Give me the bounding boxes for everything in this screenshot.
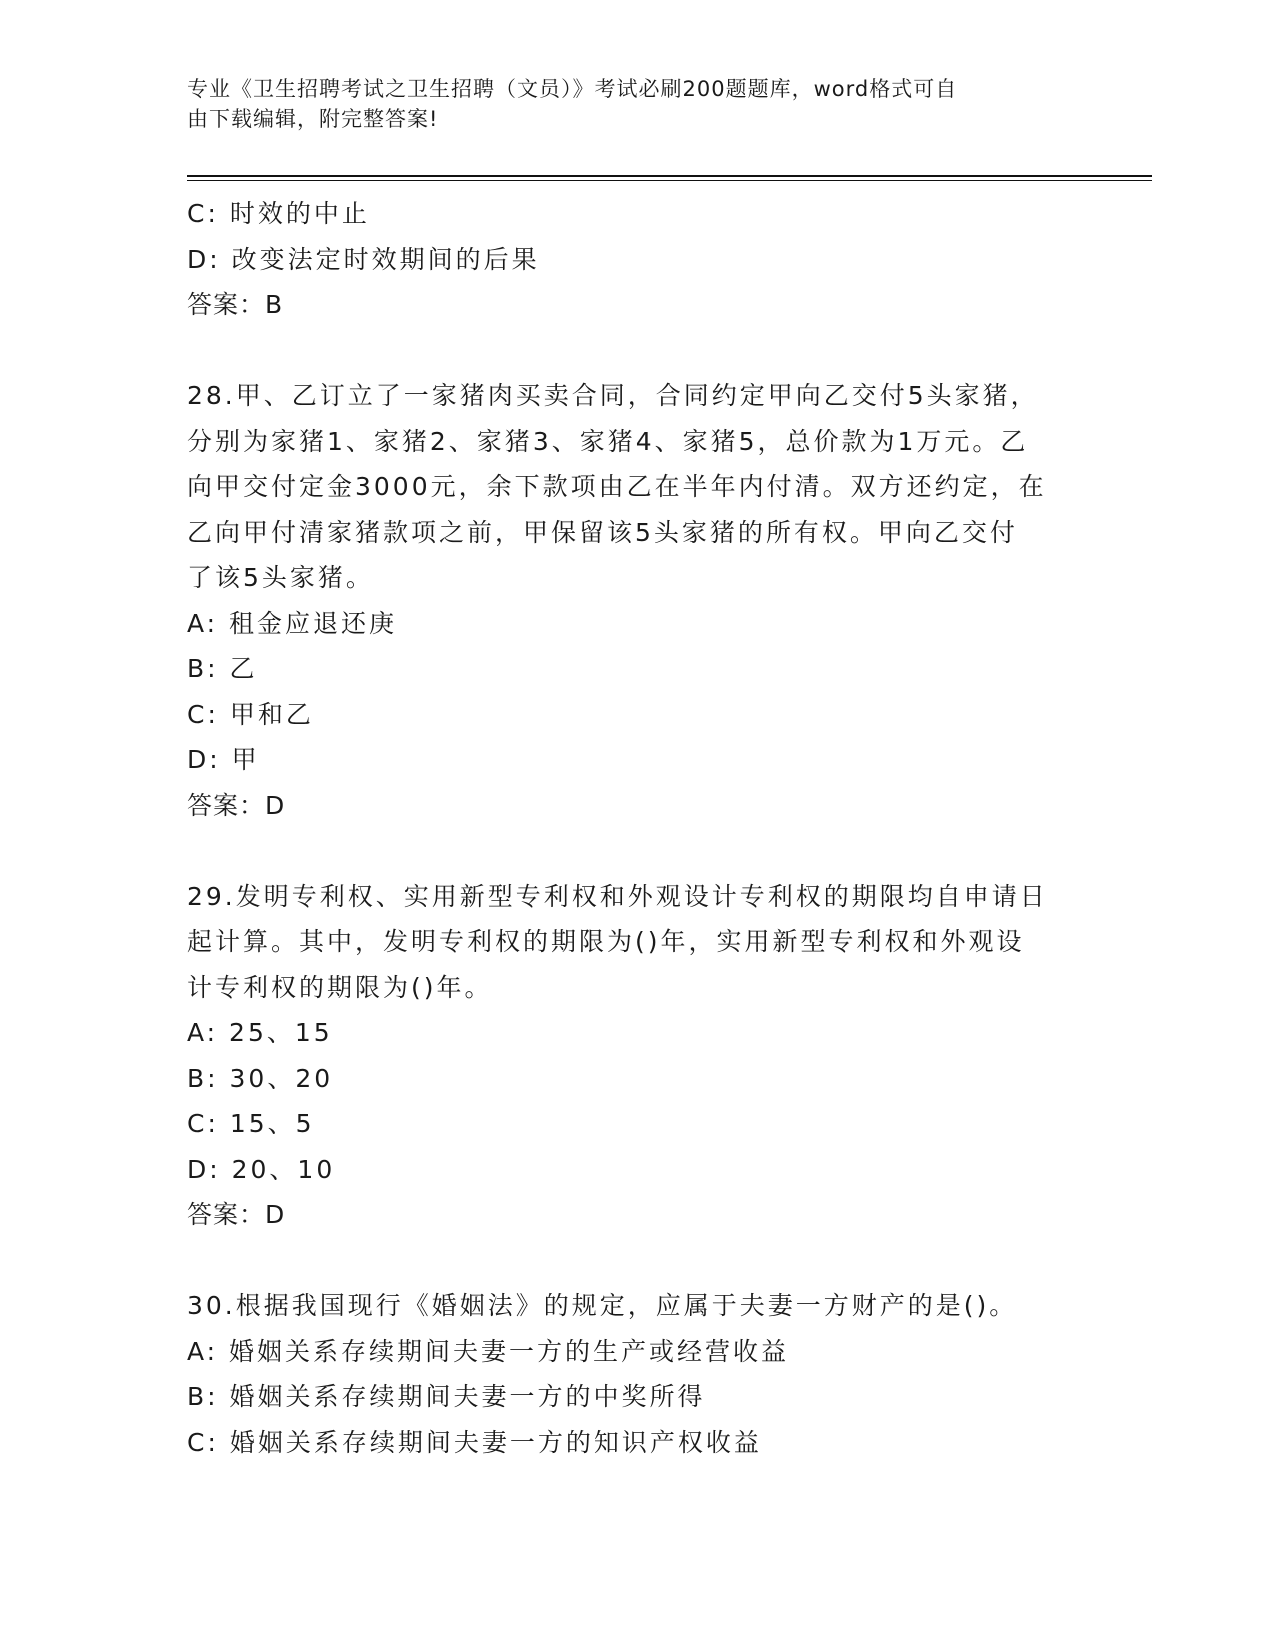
option-b: B: 乙	[187, 654, 258, 683]
option-c: C: 婚姻关系存续期间夫妻一方的知识产权收益	[187, 1427, 762, 1457]
question-stem-line: 28.甲、乙订立了一家猪肉买卖合同，合同约定甲向乙交付5头家猪，	[187, 381, 1039, 410]
spacer	[187, 828, 1067, 874]
question-28	[187, 373, 1067, 828]
option-d: D: 甲	[187, 745, 260, 774]
option-d: D: 改变法定时效期间的后果	[187, 244, 540, 274]
spacer	[187, 1238, 1067, 1284]
option-c: C: 时效的中止	[187, 199, 370, 228]
question-stem-line: 了该5头家猪。	[187, 563, 374, 592]
header-line-1: 专业《卫生招聘考试之卫生招聘（文员）》考试必刷200题题库，word格式可自	[187, 77, 958, 101]
option-c: C: 15、5	[187, 1109, 315, 1138]
answer-line: 答案：B	[187, 290, 284, 319]
header-divider-thin	[187, 180, 1152, 181]
document-body	[187, 191, 1067, 1465]
option-a: A: 婚姻关系存续期间夫妻一方的生产或经营收益	[187, 1336, 790, 1366]
question-stem-line: 29.发明专利权、实用新型专利权和外观设计专利权的期限均自申请日	[187, 881, 1048, 911]
question-stem-line: 向甲交付定金3000元，余下款项由乙在半年内付清。双方还约定，在	[187, 472, 1047, 501]
option-a: A: 租金应退还庚	[187, 608, 398, 638]
question-stem-line: 计专利权的期限为()年。	[187, 972, 493, 1002]
option-a: A: 25、15	[187, 1018, 333, 1047]
option-d: D: 20、10	[187, 1154, 336, 1184]
question-stem-line: 30.根据我国现行《婚姻法》的规定，应属于夫妻一方财产的是()。	[187, 1291, 1018, 1320]
spacer	[187, 328, 1067, 374]
document-header	[187, 74, 1067, 134]
option-b: B: 30、20	[187, 1063, 334, 1093]
question-29	[187, 874, 1067, 1238]
question-27-tail	[187, 191, 1067, 328]
answer-line: 答案：D	[187, 790, 286, 820]
question-stem-line: 起计算。其中，发明专利权的期限为()年，实用新型专利权和外观设	[187, 927, 1025, 956]
header-divider-thick	[187, 175, 1152, 177]
option-b: B: 婚姻关系存续期间夫妻一方的中奖所得	[187, 1382, 706, 1411]
question-30	[187, 1283, 1067, 1465]
option-c: C: 甲和乙	[187, 699, 314, 729]
question-stem-line: 乙向甲付清家猪款项之前，甲保留该5头家猪的所有权。甲向乙交付	[187, 517, 1018, 547]
question-stem-line: 分别为家猪1、家猪2、家猪3、家猪4、家猪5，总价款为1万元。乙	[187, 426, 1029, 456]
header-line-2: 由下载编辑，附完整答案!	[187, 107, 439, 131]
answer-line: 答案：D	[187, 1200, 286, 1229]
